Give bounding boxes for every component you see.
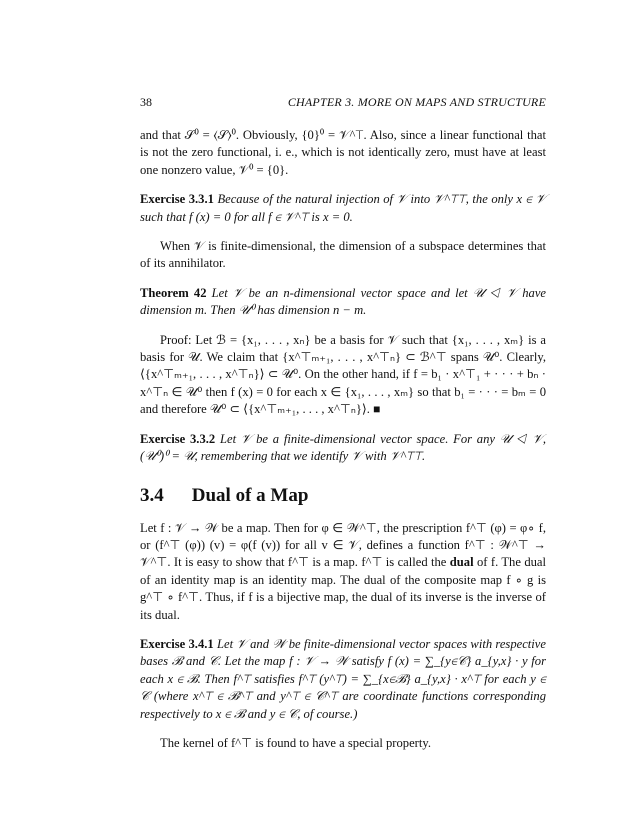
paragraph-annihilator-intro: and that 𝒮⁰ = ⟨𝒮⟩⁰. Obviously, {0}⁰ = 𝒱^⊤. Also, since a linear functional that is not the zero functional, i. e., which is not identically zero, must have at least one nonzero value, 𝒱⁰ = {0}. [140,128,546,177]
proof-text: Proof: Let ℬ = {x₁, . . . , xₙ} be a basis for 𝒱 such that {x₁, . . . , xₘ} is a basis for 𝒰. We claim that {x^⊤ₘ₊₁, . . . , x^⊤ₙ} ⊂ ℬ^⊤ spans 𝒰⁰. Clearly, ⟨{x^⊤ₘ₊₁, . . . , x^⊤ₙ}⟩ ⊂ 𝒰⁰. On the other hand, if f = b₁ · x^⊤₁ + · · · + bₙ · x^⊤ₙ ∈ 𝒰⁰ then f (x) = 0 for each x ∈ {x₁, . . . , xₘ} so that b₁ = · · · = bₘ = 0 and therefore 𝒰⁰ ⊂ ⟨{x^⊤ₘ₊₁, . . . , x^⊤ₙ}⟩. [140,332,546,417]
exercise-3-3-1 [140,191,546,226]
section-heading [140,484,546,508]
dual-def-before: Let f : 𝒱 → 𝒲 be a map. Then for φ ∈ 𝒲^⊤, the prescription f^⊤ (φ) = φ∘ f, or (f^⊤ (φ)) (v) = φ(f (v)) for all v ∈ 𝒱, defines a function f^⊤ : 𝒲^⊤ → 𝒱^⊤. It is easy to show that f^⊤ is a map. f^⊤ is called the [140,520,546,570]
exercise-text: Let 𝒱 and 𝒲 be finite-dimensional vector spaces with respective bases ℬ and 𝒞. Let the map f : 𝒱 → 𝒲 satisfy f (x) = ∑_{y∈𝒞} a_{y,x} · y for each x ∈ ℬ. Then f^⊤ satisfies f^⊤ (y^⊤) = ∑_{x∈ℬ} a_{y,x} · x^⊤ for each y ∈ 𝒞 (where x^⊤ ∈ ℬ^⊤ and y^⊤ ∈ 𝒞^⊤ are coordinate functions corresponding respectively to x ∈ ℬ and y ∈ 𝒞, of course.) [140,636,546,721]
running-title: CHAPTER 3. MORE ON MAPS AND STRUCTURE [287,95,546,109]
theorem-label: Theorem 42 [140,285,207,300]
exercise-text: Let 𝒱 be a finite-dimensional vector space. For any 𝒰 ◁ 𝒱, (𝒰⁰)⁰ = 𝒰, remembering that we identify 𝒱 with 𝒱^⊤⊤. [140,431,546,464]
page-header [140,95,546,110]
exercise-3-3-2 [140,431,546,466]
section-title: Dual of a Map [191,484,309,506]
exercise-label: Exercise 3.3.1 [140,192,214,207]
theorem-text: Let 𝒱 be an n-dimensional vector space and let 𝒰 ◁ 𝒱 have dimension m. Then 𝒰⁰ has dimension n − m. [140,285,547,318]
exercise-label: Exercise 3.4.1 [140,636,214,651]
theorem-42 [140,285,546,320]
exercise-label: Exercise 3.3.2 [140,431,216,446]
dual-def-after: of f. The dual of an identity map is an identity map. The dual of the composite map f ∘ g is g^⊤ ∘ f^⊤. Thus, if f is a bijective map, the dual of its inverse is the inverse of its dual. [140,555,547,622]
page-body [140,127,546,752]
exercise-3-4-1 [140,636,546,723]
section-number: 3.4 [140,484,164,506]
qed-symbol: ■ [373,402,381,417]
page-number: 38 [140,95,152,109]
paragraph-dual-definition [140,520,546,624]
proof [140,332,546,419]
dual-term: dual [449,555,474,570]
paragraph-kernel: The kernel of f^⊤ is found to have a special property. [160,735,431,750]
paragraph-finite-dim: When 𝒱 is finite-dimensional, the dimension of a subspace determines that of its annihilator. [140,239,546,271]
exercise-text: Because of the natural injection of 𝒱 into 𝒱^⊤⊤, the only x ∈ 𝒱 such that f (x) = 0 for all f ∈ 𝒱^⊤ is x = 0. [140,192,546,224]
